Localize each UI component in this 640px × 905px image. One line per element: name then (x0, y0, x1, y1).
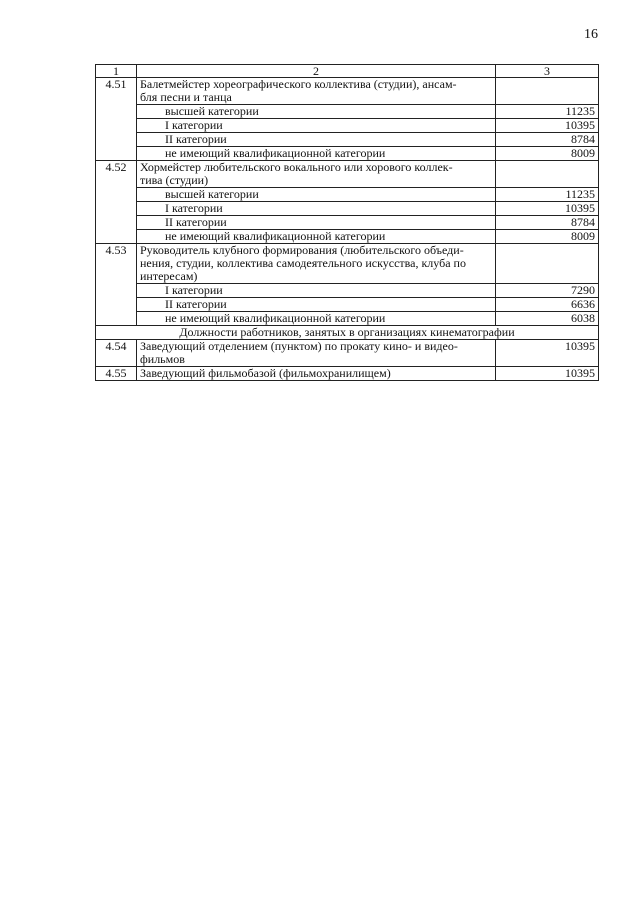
category-label: не имеющий квалификационной категории (137, 147, 496, 161)
row-number: 4.51 (96, 78, 137, 161)
salary-value: 8784 (496, 133, 599, 147)
category-label: I категории (137, 284, 496, 298)
category-label: высшей категории (137, 105, 496, 119)
row-number: 4.55 (96, 367, 137, 381)
title-line: Хормейстер любительского вокального или хорового коллек- (140, 160, 453, 174)
section-heading: Должности работников, занятых в организациях кинематографии (96, 326, 599, 340)
title-line: Руководитель клубного формирования (любительского объеди- (140, 243, 464, 257)
title-line: интересам) (140, 269, 198, 283)
header-col-2: 2 (137, 65, 496, 78)
title-line: фильмов (140, 352, 185, 366)
category-label: I категории (137, 119, 496, 133)
row-number: 4.53 (96, 244, 137, 326)
salary-value: 8784 (496, 216, 599, 230)
table-row (96, 216, 599, 230)
position-title (137, 367, 496, 381)
table-row (96, 78, 599, 105)
table-row (96, 202, 599, 216)
title-line: бля песни и танца (140, 90, 232, 104)
position-title (137, 161, 496, 188)
salary-value: 10395 (496, 119, 599, 133)
empty-value-cell (496, 244, 599, 284)
table-row (96, 119, 599, 133)
header-col-3: 3 (496, 65, 599, 78)
title-line: нения, студии, коллектива самодеятельного искусства, клуба по (140, 256, 466, 270)
title-line: Заведующий отделением (пунктом) по прокату кино- и видео- (140, 339, 458, 353)
salary-value: 10395 (496, 340, 599, 367)
salary-value: 7290 (496, 284, 599, 298)
title-line: Заведующий фильмобазой (фильмохранилищем) (140, 366, 391, 380)
category-label: II категории (137, 298, 496, 312)
category-label: II категории (137, 133, 496, 147)
salary-table (95, 64, 599, 381)
title-line: тива (студии) (140, 173, 209, 187)
table-row (96, 340, 599, 367)
salary-value: 8009 (496, 147, 599, 161)
table-row (96, 284, 599, 298)
salary-value: 10395 (496, 202, 599, 216)
position-title (137, 78, 496, 105)
salary-value: 8009 (496, 230, 599, 244)
category-label: высшей категории (137, 188, 496, 202)
row-number: 4.52 (96, 161, 137, 244)
table-header-row (96, 65, 599, 78)
table-row (96, 105, 599, 119)
table-row (96, 367, 599, 381)
category-label: не имеющий квалификационной категории (137, 312, 496, 326)
page-number: 16 (584, 27, 598, 42)
table-row (96, 312, 599, 326)
category-label: не имеющий квалификационной категории (137, 230, 496, 244)
title-line: Балетмейстер хореографического коллектива (студии), ансам- (140, 77, 457, 91)
table-row (96, 133, 599, 147)
table-row (96, 298, 599, 312)
position-title (137, 340, 496, 367)
salary-value: 6038 (496, 312, 599, 326)
table-row (96, 230, 599, 244)
salary-value: 10395 (496, 367, 599, 381)
salary-value: 6636 (496, 298, 599, 312)
table-row (96, 161, 599, 188)
category-label: I категории (137, 202, 496, 216)
row-number: 4.54 (96, 340, 137, 367)
table-row (96, 244, 599, 284)
category-label: II категории (137, 216, 496, 230)
position-title (137, 244, 496, 284)
section-heading-row (96, 326, 599, 340)
table-row (96, 188, 599, 202)
salary-value: 11235 (496, 188, 599, 202)
salary-value: 11235 (496, 105, 599, 119)
empty-value-cell (496, 78, 599, 105)
header-col-1: 1 (96, 65, 137, 78)
table-row (96, 147, 599, 161)
empty-value-cell (496, 161, 599, 188)
